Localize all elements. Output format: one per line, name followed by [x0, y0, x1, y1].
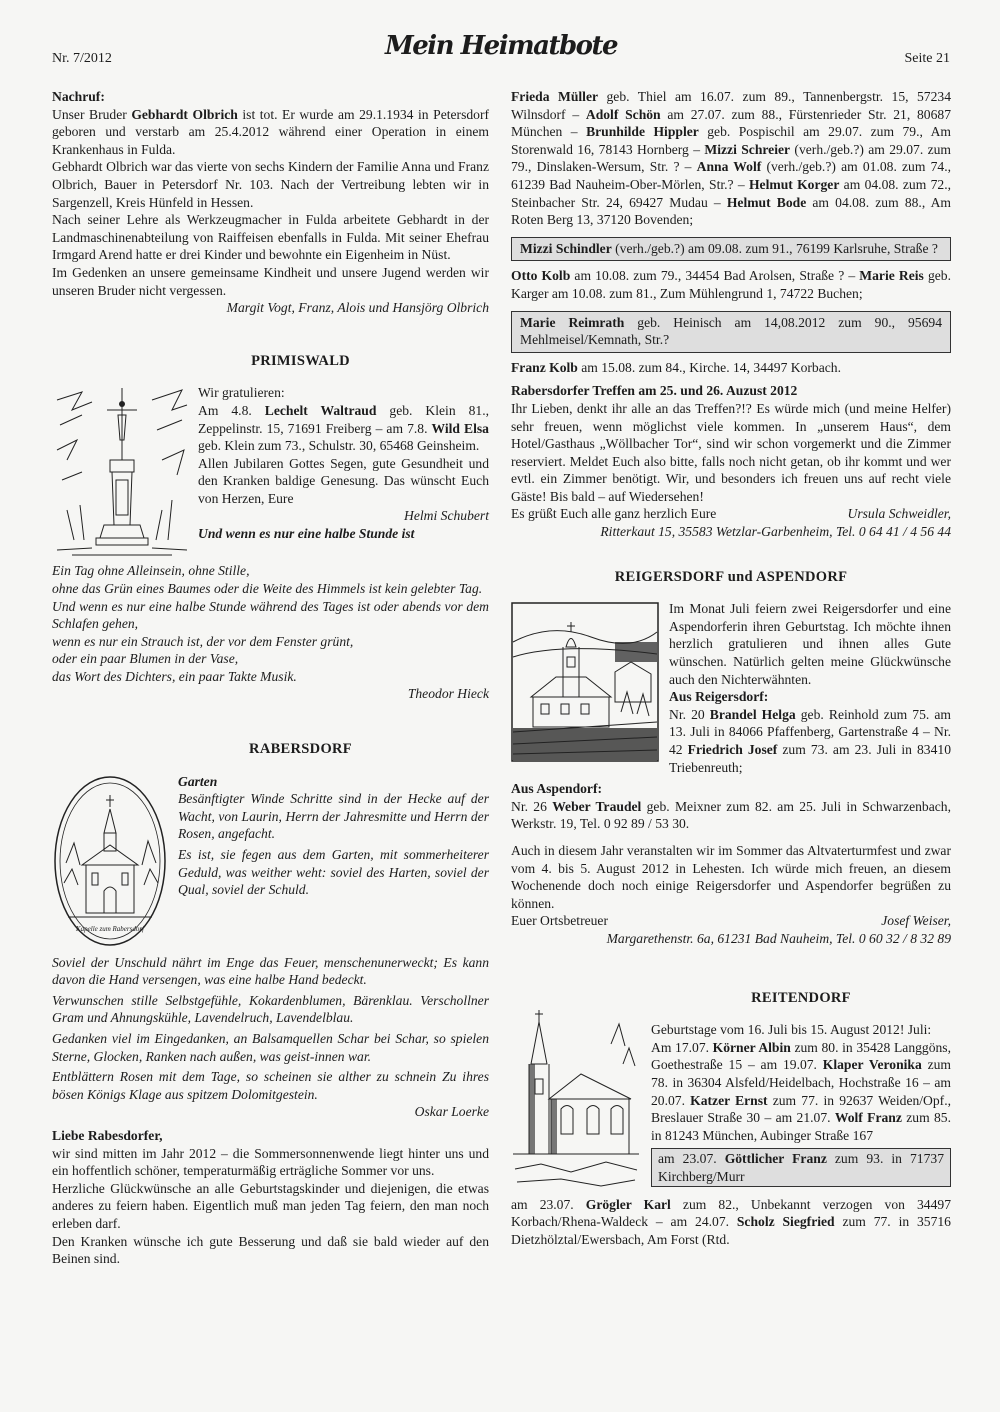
garden-stanza: Soviel der Unschuld nährt im Enge das Feuer, menschenunerweckt; Es kann davon die Hand versengen, was eine halbe Hand bedeckt.: [52, 954, 489, 988]
letter-heading: Liebe Rabesdorfer,: [52, 1128, 163, 1143]
poem-line: oder ein paar Blumen in der Vase,: [52, 651, 239, 667]
wayside-cross-image: [52, 380, 190, 560]
garden-stanza: Gedanken viel im Eingedanken, an Balsamquellen Schar bei Schar, so spielen Sterne, Glocken, Ranken nach außen, was geist-innen war.: [52, 1031, 489, 1064]
obituary-section: [52, 88, 489, 317]
reigersdorf-intro: Im Monat Juli feiern zwei Reigersdorfer und eine Aspendorferin ihren Geburtstag. Ich möchte ihnen herzlich gratulieren und ihnen alles Gute wünschen. Natürlich gelten meine Glückwünsche auch den Nichterwähnten.: [669, 601, 951, 687]
altvater-festival-text: Auch in diesem Jahr veranstalten wir im Sommer das Altvaterturmfest und zwar vom 4. bis 5. August 2012 in Lehesten. Ich würde mich freuen, an diesem Wochenende doch noch einige Reigersdorfer und Aspendorfer begrüßen zu können.: [511, 842, 951, 911]
poem-line: Und wenn es nur eine halbe Stunde während des Tages ist oder abends vor dem Schlafen gehen,: [52, 598, 489, 632]
garden-stanza: Besänftigter Winde Schritte sind in der Hecke auf der Wacht, von Laurin, Herrn der Jahresmitte und Herrn der Rosen, angefacht.: [178, 791, 489, 842]
birthday-list-mid: Otto Kolb am 10.08. zum 79., 34454 Bad Arolsen, Straße ? – Marie Reis geb. Karger am 10.08. zum 81., Zum Mühlengrund 1, 74722 Buchen;: [511, 268, 951, 301]
reigersdorf-entries: Nr. 20 Brandel Helga geb. Reinhold zum 75. am 13. Juli in 84066 Pfaffenberg, Gartenstraße 4 – Nr. 42 Friedrich Josef zum 73. am 23. Juli in 83410 Triebenreuth;: [669, 706, 951, 775]
poem-line: ohne das Grün eines Baumes oder die Weite des Himmels ist kein gelebter Tag.: [52, 580, 483, 596]
newspaper-title: Mein Heimatbote: [384, 31, 618, 61]
garden-poem-author: Oskar Loerke: [414, 1104, 489, 1120]
section-title-reitendorf: REITENDORF: [751, 989, 851, 1006]
page-number: Seite 21: [904, 51, 950, 66]
from-reigersdorf-heading: Aus Reigersdorf:: [669, 689, 769, 705]
poem-line: das Wort des Dichters, ein paar Takte Musik.: [52, 668, 297, 684]
section-title-reigersdorf: REIGERSDORF und ASPENDORF: [614, 568, 848, 585]
reitendorf-church-image: [511, 1004, 641, 1194]
page-header: [52, 31, 950, 70]
meeting-closing: Es grüßt Euch alle ganz herzlich Eure Ursula Schweidler,: [511, 506, 951, 522]
rabersdorf-section: [52, 741, 489, 1268]
poem-body: [52, 562, 489, 685]
garden-stanza: Es ist, sie fegen aus dem Garten, mit sommerheiterer Geduld, was weither weht: soviel des Harten, soviel der Qual, soviel der Schuld.: [178, 847, 489, 898]
left-column: [52, 88, 489, 1268]
poem-author: Theodor Hieck: [407, 686, 489, 702]
garden-poem-title: Garten: [178, 773, 218, 789]
primiswald-greeting: Wir gratulieren:: [198, 385, 285, 401]
reigersdorf-closing: Euer Ortsbetreuer Josef Weiser,: [511, 913, 951, 929]
poem-line: wenn es nur ein Strauch ist, der vor dem Fenster grünt,: [52, 633, 354, 649]
garden-stanza: Entblättern Rosen mit dem Tage, so scheinen sie alther zu schnein Zu ihres bösen Königs Klage aus spitzem Dolomitgestein.: [52, 1069, 489, 1102]
letter-p2: Herzliche Glückwünsche an alle Geburtstagskinder und diejenigen, die etwas anderes zu feiern haben. Eigentlich muß man jeden Tag feiern, den man noch erleben darf.: [52, 1180, 489, 1231]
chapel-image: [52, 773, 168, 949]
highlight-box-schindler: Mizzi Schindler (verh./geb.?) am 09.08. zum 91., 76199 Karlsruhe, Straße ?: [511, 237, 951, 262]
right-column: [511, 88, 951, 1248]
chapel-caption: Kapelle zum Rabersdorf: [75, 924, 145, 933]
village-church-image: [511, 602, 659, 762]
obituary-heading: Nachruf:: [52, 89, 105, 104]
poem-line: Ein Tag ohne Alleinsein, ohne Stille,: [52, 563, 250, 579]
primiswald-signature: Helmi Schubert: [404, 508, 489, 524]
reitendorf-section: [511, 990, 951, 1249]
obituary-p2: Gebhardt Olbrich war das vierte von sechs Kindern der Familie Anna und Franz Olbrich, Bauer in Petersdorf Nr. 103. Nach der Vertreibung lebten wir in Sargenzell, Kreis Hünfeld in Hessen.: [52, 159, 489, 210]
poem-title: Und wenn es nur eine halbe Stunde ist: [198, 526, 415, 542]
obituary-p4: Im Gedenken an unsere gemeinsame Kindheit und unsere Jugend werden wir unseren Bruder nicht vergessen.: [52, 264, 489, 298]
meeting-text: Ihr Lieben, denkt ihr alle an das Treffen?!? Es würde mich (und meine Helfer) sehr freuen, wenn möglichst viele kommen. In „unserem Haus“, dem Hotel/Gasthaus „Wöllbacher Tor“, sind wir schon vorgemerkt und die Zimmer reserviert. Meldet Euch also bitte, falls noch nicht getan, ob ihr kommt und wer evtl. ein Zimmer benötigt. Wir, und besonders ich freuen uns auf recht viele Gäste! Bis bald – auf Wiedersehen!: [511, 400, 951, 504]
primiswald-section: [52, 353, 489, 703]
issue-number: Nr. 7/2012: [52, 51, 112, 66]
primiswald-wish: Allen Jubilaren Gottes Segen, gute Gesundheit und den Kranken baldige Genesung. Das wünscht Euch von Herzen, Eure: [198, 455, 489, 506]
birthday-list-top: Frieda Müller geb. Thiel am 16.07. zum 89., Tannenbergstr. 15, 57234 Wilnsdorf – Adolf Schön am 27.07. zum 88., Fürstenrieder Str. 21, 80687 München – Brunhilde Hippler geb. Pospischil am 29.07. zum 79., Am Storenwald 16, 78143 Hornberg – Mizzi Schreier (verh./geb.?) am 29.07. zum 79., Dinslaken-Wersum, Str. ? – Anna Wolf (verh./geb.?) am 01.08. zum 74., 61239 Bad Nauheim-Ober-Mörlen, Str.? – Helmut Korger am 04.08. zum 72., Steinbacher Str. 24, 69427 Mudau – Helmut Bode am 04.08. zum 88., Am Roten Berg 13, 37120 Bovenden;: [511, 89, 951, 228]
reitendorf-intro: Geburtstage vom 16. Juli bis 15. August 2012! Juli:: [651, 1022, 932, 1038]
garden-stanza: Verwunschen stille Selbstgefühle, Kokardenblumen, Bärenklau. Verschollner Gram und Ahnungskühle, Lavendelruch, Lavendelblau.: [52, 992, 489, 1026]
section-title-primiswald: PRIMISWALD: [251, 352, 350, 369]
reigersdorf-section: [511, 569, 951, 948]
meeting-heading: Rabersdorfer Treffen am 25. und 26. Auzust 2012: [511, 383, 798, 399]
section-title-rabersdorf: RABERSDORF: [249, 741, 352, 758]
from-aspendorf-heading: Aus Aspendorf:: [511, 781, 603, 797]
highlight-box-reimrath: Marie Reimrath geb. Heinisch am 14,08.2012 zum 90., 95694 Mehlmeisel/Kemnath, Str.?: [511, 311, 951, 353]
birthday-kolb: Franz Kolb am 15.08. zum 84., Kirche. 14, 34497 Korbach.: [511, 359, 841, 375]
highlight-box-goettlicher: am 23.07. Göttlicher Franz zum 93. in 71737 Kirchberg/Murr: [651, 1148, 951, 1187]
letter-p1: wir sind mitten im Jahr 2012 – die Sommersonnenwende liegt hinter uns und ein hoffentlich schöner, temperaturmäßig erträgliche Sommer vor uns.: [52, 1145, 489, 1179]
obituary-signature: Margit Vogt, Franz, Alois und Hansjörg Olbrich: [226, 300, 489, 316]
reigersdorf-signature-address: Margarethenstr. 6a, 61231 Bad Nauheim, Tel. 0 60 32 / 8 32 89: [606, 930, 951, 946]
reitendorf-entries: Am 17.07. Körner Albin zum 80. in 35428 Langgöns, Goethestraße 15 – am 19.07. Klaper Veronika zum 78. in 36304 Alsfeld/Heidelbach, Hochstraße 16 – am 20.07. Katzer Ernst zum 77. in 92637 Weiden/Opf., Breslauer Straße 30 – am 21.07. Wolf Franz zum 85. in 81243 München, Aubinger Straße 167: [651, 1039, 951, 1143]
obituary-p3: Nach seiner Lehre als Werkzeugmacher in Fulda arbeitete Gebhardt in der Landmaschinenabteilung von Raiffeisen ebenfalls in Fulda. Mit seiner Ehefrau Irmgard Arend hatte er drei Kinder und bewohnte ein Eigenheim in Nüst.: [52, 212, 489, 263]
meeting-signature-address: Ritterkaut 15, 35583 Wetzlar-Garbenheim, Tel. 0 64 41 / 4 56 44: [600, 524, 951, 540]
letter-p3: Den Kranken wünsche ich gute Besserung und daß sie bald wieder auf den Beinen sind.: [52, 1233, 489, 1267]
reitendorf-entries-more: am 23.07. Grögler Karl zum 82., Unbekannt verzogen von 34497 Korbach/Rhena-Waldeck – am 24.07. Scholz Siegfried zum 77. in 35716 Dietzhölztal/Ewersbach, Am Forst (Rtd.: [511, 1196, 951, 1247]
primiswald-entries: Am 4.8. Lechelt Waltraud geb. Klein 81., Zeppelinstr. 15, 71691 Freiberg – am 7.8. Wild Elsa geb. Klein zum 73., Schulstr. 30, 65468 Geinsheim.: [198, 402, 489, 454]
obituary-p1: Unser Bruder Gebhardt Olbrich ist tot. Er wurde am 29.1.1934 in Petersdorf geboren und verstarb am 25.4.2012 während einer Operation in einem Krankenhaus in Fulda.: [52, 106, 490, 157]
aspendorf-entry: Nr. 26 Weber Traudel geb. Meixner zum 82. am 25. Juli in Schwarzenbach, Werkstr. 19, Tel. 0 92 89 / 53 30.: [511, 798, 951, 832]
